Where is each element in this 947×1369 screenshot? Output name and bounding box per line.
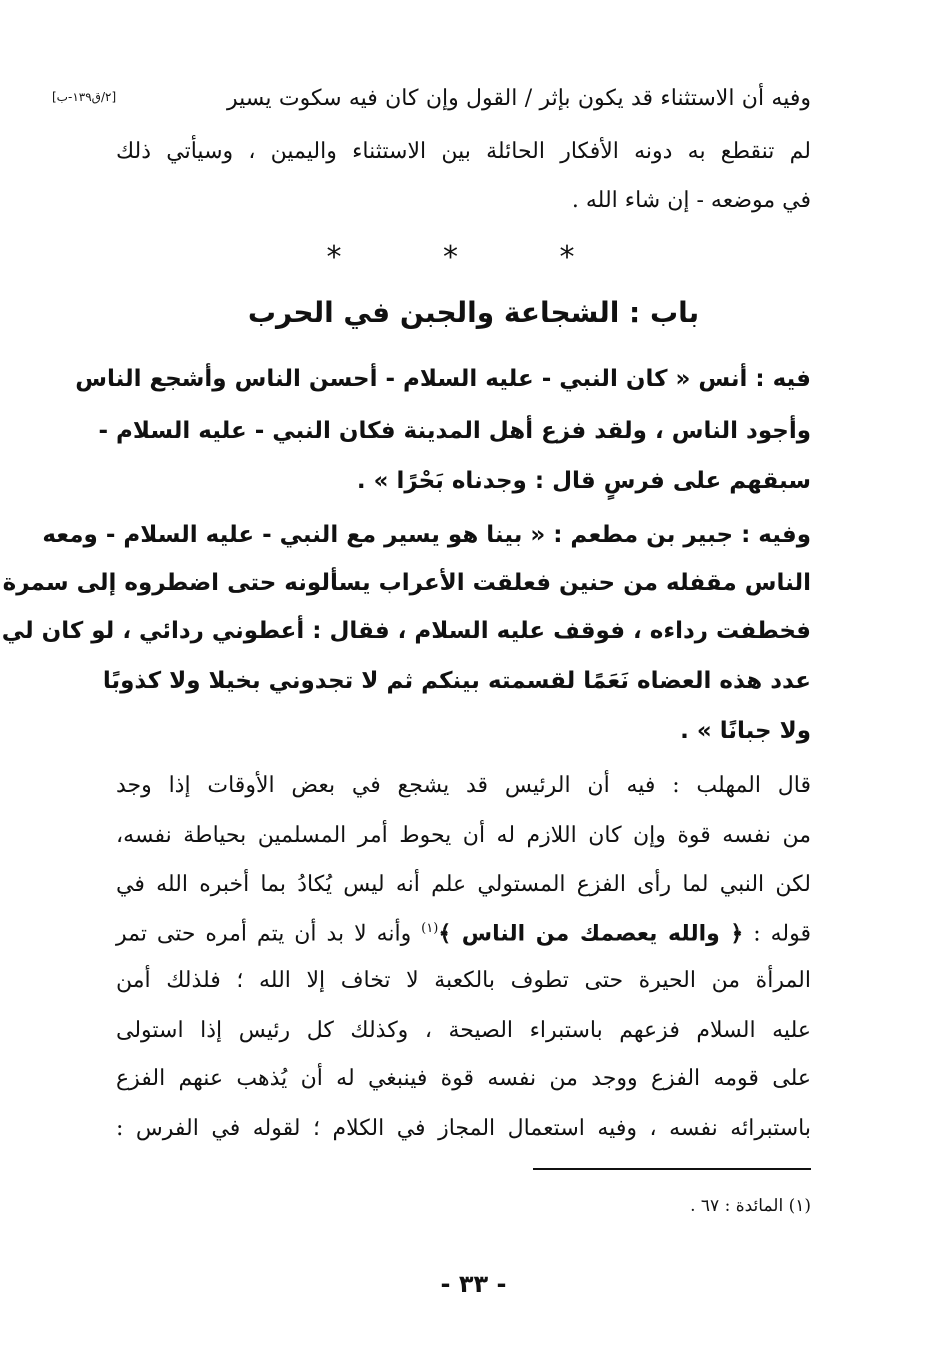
hadith-2-line-4: عدد هذه العضاه نَعَمًا لقسمته بينكم ثم لا تجدوني بخيلا ولا كذوبًا [102, 668, 811, 694]
hadith-2-line-1: وفيه : جبير بن مطعم : « بينا هو يسير مع النبي - عليه السلام - ومعه [42, 522, 811, 548]
footnote-text: (١) المائدة : ٦٧ . [690, 1196, 811, 1216]
hadith-2-line-3: فخطفت رداءه ، فوقف عليه السلام ، فقال : أعطوني ردائي ، لو كان لي [1, 618, 811, 644]
footnote-marker: (١) [421, 921, 439, 936]
verse-line-suffix: وأنه لا بد أن يتم أمره حتى تمر [116, 921, 422, 947]
footnote-divider [533, 1168, 811, 1170]
commentary-line-3: لكن النبي لما رأى الفزع المستولي علم أنه ليس يُكادُ بما أخبره الله في [116, 872, 811, 897]
commentary-line-7: باستبرائه نفسه ، وفيه استعمال المجاز في الكلام ؛ لقوله في الفرس : [116, 1116, 811, 1141]
chapter-title: باب : الشجاعة والجبن في الحرب [247, 296, 700, 329]
top-paragraph-line-2: لم تنقطع به دونه الأفكار الحائلة بين الاستثناء واليمين ، وسيأتي ذلك [116, 139, 811, 164]
section-separator: * * * [326, 240, 621, 275]
top-paragraph-line-3: في موضعه - إن شاء الله . [571, 188, 811, 213]
page-number: - ٣٣ - [440, 1270, 507, 1298]
manuscript-margin-reference: [٢/ق١٣٩-ب] [52, 90, 117, 104]
commentary-line-4: المرأة من الحيرة حتى تطوف بالكعبة لا تخاف إلا الله ؛ فلذلك أمن [116, 968, 811, 993]
hadith-2-line-2: الناس مقفله من حنين فعلقت الأعراب يسألونه حتى اضطروه إلى سمرة [2, 570, 811, 596]
hadith-1-line-1: فيه : أنس « كان النبي - عليه السلام - أحسن الناس وأشجع الناس [75, 366, 811, 392]
hadith-1-line-3: سبقهم على فرسٍ قال : وجدناه بَحْرًا » . [356, 468, 811, 494]
top-paragraph-line-1: وفيه أن الاستثناء قد يكون بإثر / القول وإن كان فيه سكوت يسير [227, 86, 811, 111]
verse-line-prefix: قوله : [743, 921, 811, 947]
hadith-2-line-5: ولا جبانًا » . [680, 718, 811, 744]
commentary-line-1: قال المهلب : فيه أن الرئيس قد يشجع في بعض الأوقات إذا وجد [116, 773, 811, 798]
hadith-1-line-2: وأجود الناس ، ولقد فزع أهل المدينة فكان النبي - عليه السلام - [98, 418, 811, 444]
commentary-line-2: من نفسه قوة وإن كان اللازم له أن يحوط أمر المسلمين بحياطة نفسه، [116, 823, 811, 848]
commentary-verse-line [116, 922, 811, 945]
quran-verse-citation: ﴿ والله يعصمك من الناس ﴾ [438, 921, 744, 947]
commentary-line-5: عليه السلام فزعهم باستبراء الصيحة ، وكذلك كل رئيس إذا استولى [116, 1018, 811, 1043]
commentary-line-6: على قومه الفزع ووجد من نفسه قوة فينبغي له أن يُذهب عنهم الفزع [116, 1066, 811, 1091]
